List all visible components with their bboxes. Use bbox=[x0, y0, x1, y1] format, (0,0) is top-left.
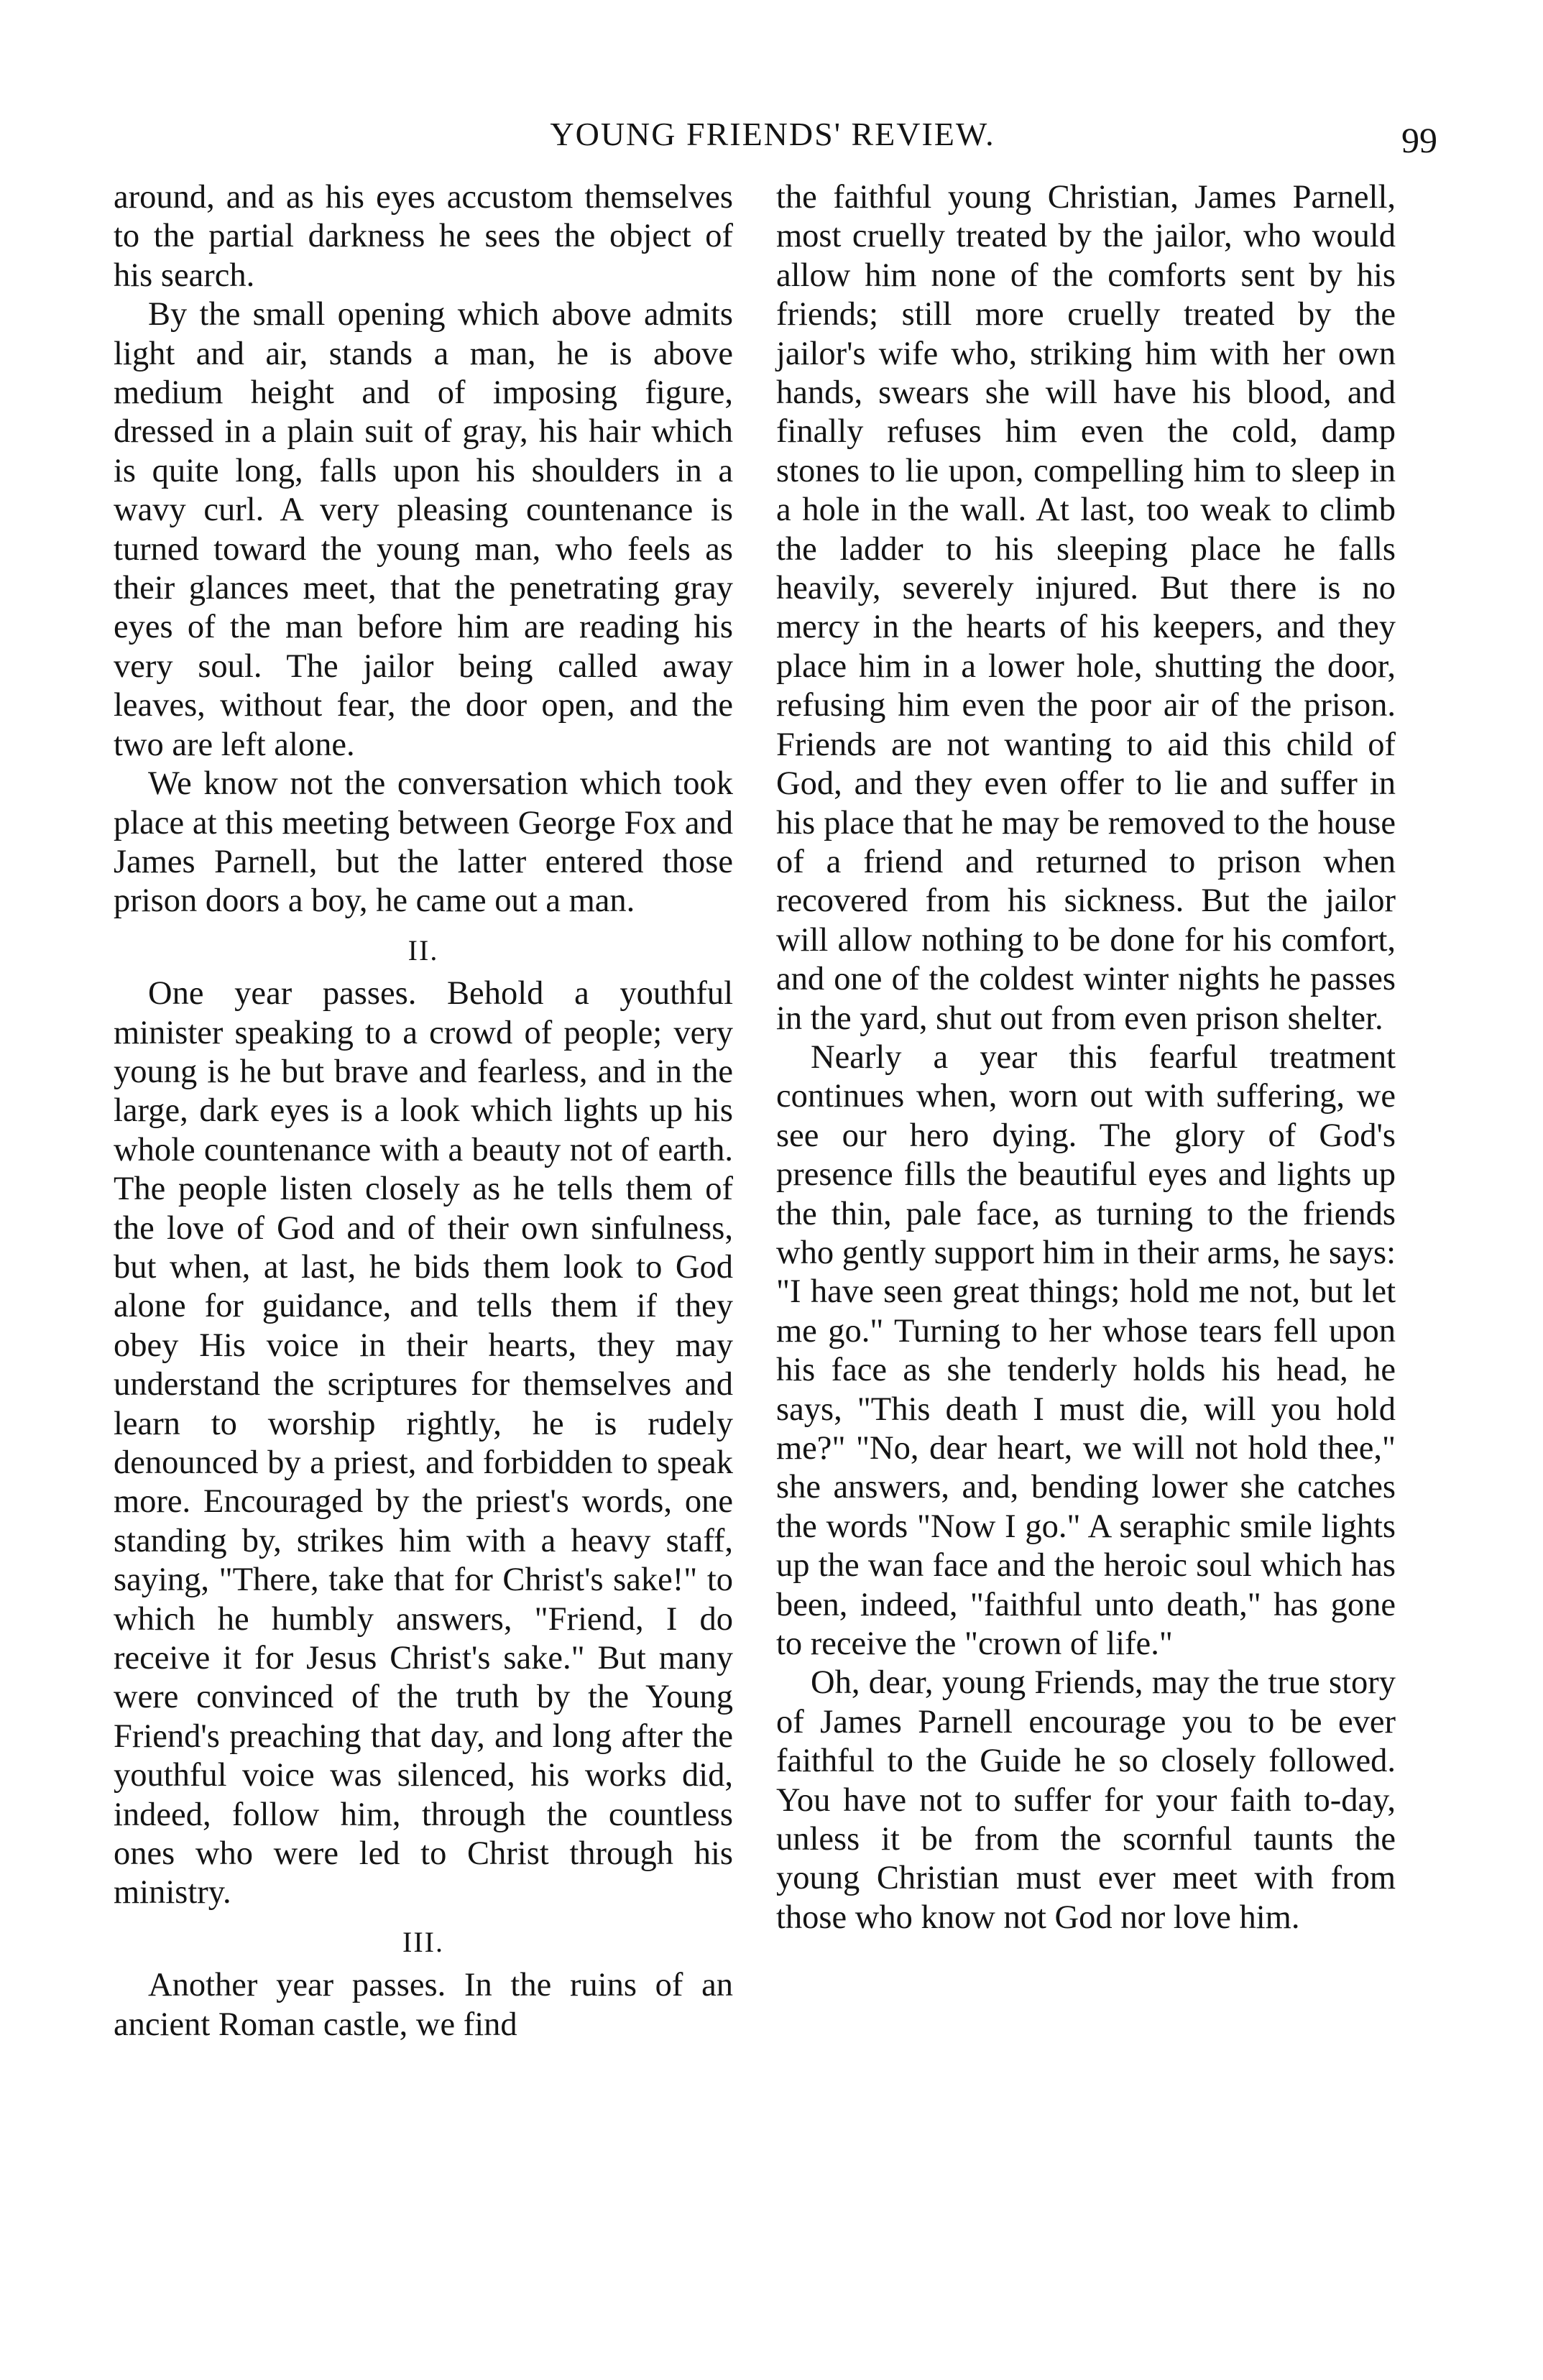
left-column bbox=[114, 178, 733, 2044]
paragraph: By the small opening which above admits light and air, stands a man, he is above medium height and of imposing figure, dressed in a plain suit of gray, his hair which is quite long, falls upon his shoulders in a wavy curl. A very pleasing countenance is turned toward the young man, who feels as their glances meet, that the penetrating gray eyes of the man before him are reading his very soul. The jailor being called away leaves, without fear, the door open, and the two are left alone. bbox=[114, 296, 733, 763]
section-number: II. bbox=[407, 933, 439, 967]
right-column bbox=[776, 178, 1396, 1937]
paragraph: Nearly a year this fearful treatment continues when, worn out with suffering, we see our hero dying. The glory of God's presence fills the beautiful eyes and lights up the thin, pale face, as turning to the friends who gently support him in their arms, he says: "I have seen great things; hold me not, but let me go." Turning to her whose tears fell upon his face as she tenderly holds his head, he says, "This death I must die, will you hold me?" "No, dear heart, we will not hold thee," she answers, and, bending lower she catches the words "Now I go." A seraphic smile lights up the wan face and the heroic soul which has been, indeed, "faithful unto death," has gone to receive the "crown of life." bbox=[776, 1038, 1396, 1663]
paragraph: the faithful young Christian, James Parnell, most cruelly treated by the jailor, who would allow him none of the comforts sent by his friends; still more cruelly treated by the jailor's wife who, striking him with her own hands, swears she will have his blood, and finally refuses him even the cold, damp stones to lie upon, compelling him to sleep in a hole in the wall. At last, too weak to climb the ladder to his sleeping place he falls heavily, severely injured. But there is no mercy in the hearts of his keepers, and they place him in a lower hole, shutting the door, refusing him even the poor air of the prison. Friends are not wanting to aid this child of God, and they even offer to lie and suffer in his place that he may be removed to the house of a friend and returned to prison when recovered from his sickness. But the jailor will allow nothing to be done for his comfort, and one of the coldest winter nights he passes in the yard, shut out from even prison shelter. bbox=[776, 179, 1396, 1037]
running-header bbox=[108, 115, 1437, 165]
paragraph: One year passes. Behold a youthful minister speaking to a crowd of people; very young is he but brave and fearless, and in the large, dark eyes is a look which lights up his whole countenance with a beauty not of earth. The people listen closely as he tells them of the love of God and of their own sinfulness, but when, at last, he bids them look to God alone for guidance, and tells them if they obey His voice in their hearts, they may understand the scriptures for themselves and learn to worship rightly, he is rudely denounced by a priest, and forbidden to speak more. Encouraged by the priest's words, one standing by, strikes him with a heavy staff, saying, "There, take that for Christ's sake!" to which he humbly answers, "Friend, I do receive it for Jesus Christ's sake." But many were convinced of the truth by the Young Friend's preaching that day, and long after the youthful voice was silenced, his works did, indeed, follow him, through the countless ones who were led to Christ through his ministry. bbox=[114, 975, 733, 1911]
page-number: 99 bbox=[1401, 120, 1437, 160]
section-number: III. bbox=[402, 1925, 444, 1958]
paragraph: We know not the conversation which took place at this meeting between George Fox and James Parnell, but the latter entered those prison doors a boy, he came out a man. bbox=[114, 765, 733, 920]
journal-title: YOUNG FRIENDS' REVIEW. bbox=[550, 116, 995, 152]
paragraph: Oh, dear, young Friends, may the true story of James Parnell encourage you to be ever faithful to the Guide he so closely followed. You have not to suffer for your faith to-day, unless it be from the scornful taunts the young Christian must ever meet with from those who know not God nor love him. bbox=[776, 1664, 1396, 1936]
paragraph: Another year passes. In the ruins of an ancient Roman castle, we find bbox=[114, 1967, 733, 2043]
paragraph: around, and as his eyes accustom themselves to the partial darkness he sees the object of his search. bbox=[114, 179, 733, 294]
